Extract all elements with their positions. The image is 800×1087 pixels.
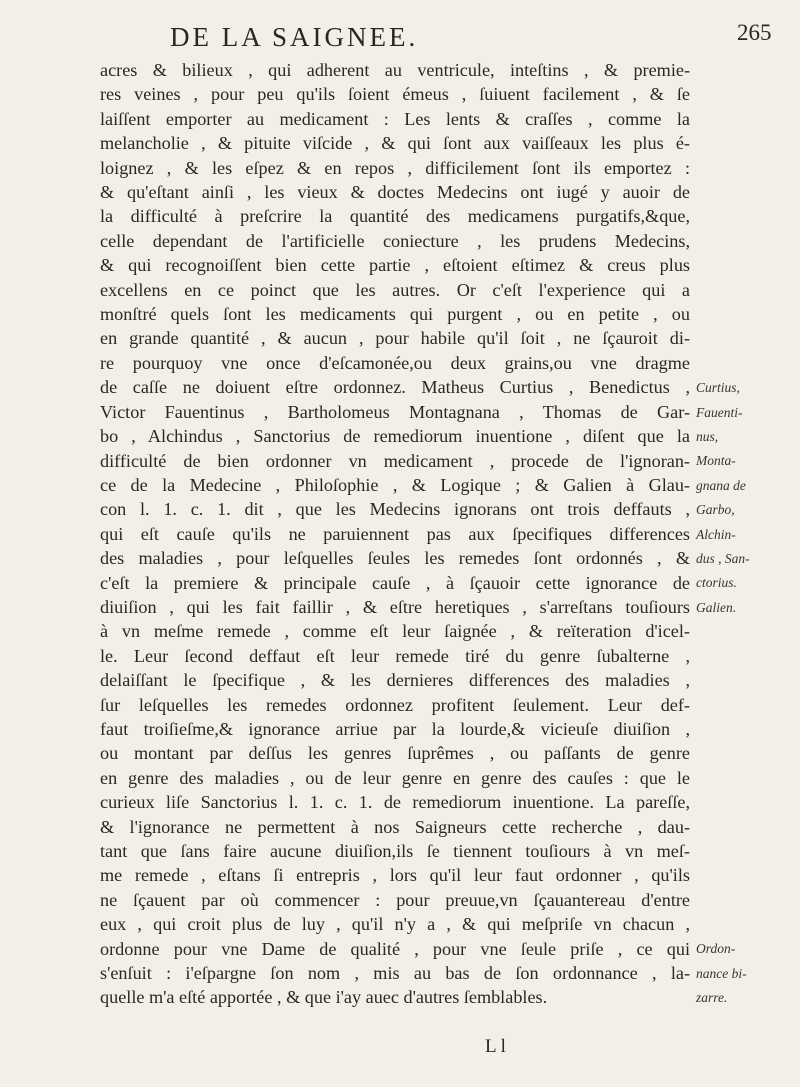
- margin-note: Galien.: [696, 599, 737, 615]
- text-line: en genre des maladies , ou de leur genre en genre des cauſes : que le: [100, 767, 690, 788]
- text-line: con l. 1. c. 1. dit , que les Medecins ignorans ont trois deffauts ,: [100, 499, 690, 520]
- text-line: bo , Alchindus , Sanctorius de remediorum inuentione , diſent que la: [100, 426, 690, 447]
- margin-note: gnana de: [696, 477, 746, 493]
- text-line: & l'ignorance ne permettent à nos Saigneurs cette recherche , dau-: [100, 816, 690, 837]
- signature-mark: L l: [485, 1036, 506, 1057]
- margin-note: zarre.: [696, 990, 728, 1006]
- margin-note: ctorius.: [696, 575, 737, 591]
- text-line: à vn meſme remede , comme eſt leur ſaignée , & reïteration d'icel-: [100, 621, 690, 642]
- text-line: faut troiſieſme,& ignorance arriue par la lourde,& vicieuſe diuiſion ,: [100, 718, 690, 739]
- text-line: celle dependant de l'artificielle coniecture , les prudens Medecins,: [100, 230, 690, 251]
- text-line: des maladies , pour leſquelles ſeules les remedes ſont ordonnés , &: [100, 548, 690, 569]
- text-line: en grande quantité , & aucun , pour habile qu'il ſoit , ne ſçauroit di-: [100, 328, 690, 349]
- text-line: excellens en ce poinct que les autres. Or c'eſt l'experience qui a: [100, 279, 690, 300]
- text-line: curieux liſe Sanctorius l. 1. c. 1. de remediorum inuentione. La pareſſe,: [100, 792, 690, 813]
- margin-note: Fauenti-: [696, 404, 743, 420]
- body-text: [100, 58, 690, 1010]
- text-line: qui eſt cauſe qu'ils ne paruiennent pas aux ſpecifiques differences: [100, 523, 690, 544]
- text-line: le. Leur ſecond deffaut eſt leur remede tiré du genre ſubalterne ,: [100, 645, 690, 666]
- text-line: ou montant par deſſus les genres ſuprêmes , ou paſſants de genre: [100, 743, 690, 764]
- text-line: loignez , & les eſpez & en repos , difficilement ſont ils emportez :: [100, 157, 690, 178]
- text-line: eux , qui croit plus de luy , qu'il n'y a , & qui meſpriſe vn chacun ,: [100, 914, 690, 935]
- text-line: melancholie , & pituite viſcide , & qui ſont aux vaiſſeaux les plus é-: [100, 133, 690, 154]
- text-line: re pourquoy vne once d'eſcamonée,ou deux grains,ou vne dragme: [100, 352, 690, 373]
- text-line: monſtré quels ſont les medicaments qui purgent , ou en petite , ou: [100, 304, 690, 325]
- text-line: & qui recognoiſſent bien cette partie , eſtoient eſtimez & creus plus: [100, 255, 690, 276]
- text-line: me remede , eſtans ſi entrepris , lors qu'il leur faut ordonner , qu'ils: [100, 865, 690, 886]
- margin-note: dus , San-: [696, 551, 750, 566]
- text-line: ne ſçauent par où commencer : pour preuue,vn ſçauantereau d'entre: [100, 889, 690, 910]
- page-number: 265: [737, 20, 772, 45]
- text-line: quelle m'a eſté apportée , & que i'ay auec d'autres ſemblables.: [100, 987, 548, 1008]
- text-line: c'eſt la premiere & principale cauſe , à ſçauoir cette ignorance de: [100, 572, 690, 593]
- text-line: ce de la Medecine , Philoſophie , & Logique ; & Galien à Glau-: [100, 474, 690, 495]
- text-line: ordonne pour vne Dame de qualité , pour vne ſeule priſe , ce qui: [100, 938, 690, 959]
- margin-note: Garbo,: [696, 502, 735, 518]
- text-line: acres & bilieux , qui adherent au ventricule, inteſtins , & premie-: [100, 60, 690, 80]
- margin-note: Alchin-: [696, 526, 736, 542]
- margin-note: nance bi-: [696, 965, 747, 981]
- text-line: de caſſe ne doiuent eſtre ordonnez. Matheus Curtius , Benedictus ,: [100, 377, 690, 398]
- text-line: delaiſſant le ſpecifique , & les dernieres differences des maladies ,: [100, 670, 690, 691]
- text-line: Victor Fauentinus , Bartholomeus Montagnana , Thomas de Gar-: [100, 401, 690, 422]
- text-line: tant que ſans faire aucune diuiſion,ils ſe tiennent touſiours à vn meſ-: [100, 841, 690, 861]
- margin-note: Ordon-: [696, 941, 736, 957]
- margin-note: Monta-: [696, 453, 736, 469]
- margin-note: nus,: [696, 429, 719, 444]
- text-line: s'enſuit : i'eſpargne ſon nom , mis au bas de ſon ordonnance , la-: [100, 963, 690, 984]
- text-line: laiſſent emporter au medicament : Les lents & craſſes , comme la: [100, 108, 690, 129]
- text-line: ſur leſquelles les remedes ordonnez profitent ſeulement. Leur def-: [100, 694, 690, 715]
- text-line: & qu'eſtant ainſi , les vieux & doctes Medecins ont iugé y auoir de: [100, 182, 690, 203]
- text-line: difficulté de bien ordonner vn medicament , procede de l'ignoran-: [100, 450, 690, 471]
- running-head: DE LA SAIGNEE.: [170, 22, 419, 52]
- text-line: res veines , pour peu qu'ils ſoient émeus , ſuiuent facilement , & ſe: [100, 84, 690, 105]
- margin-note: Curtius,: [696, 380, 740, 396]
- text-line: la difficulté à preſcrire la quantité des medicamens purgatifs,&que,: [100, 206, 690, 227]
- text-line: diuiſion , qui les fait faillir , & eſtre heretiques , s'arreſtans touſiours: [100, 596, 690, 617]
